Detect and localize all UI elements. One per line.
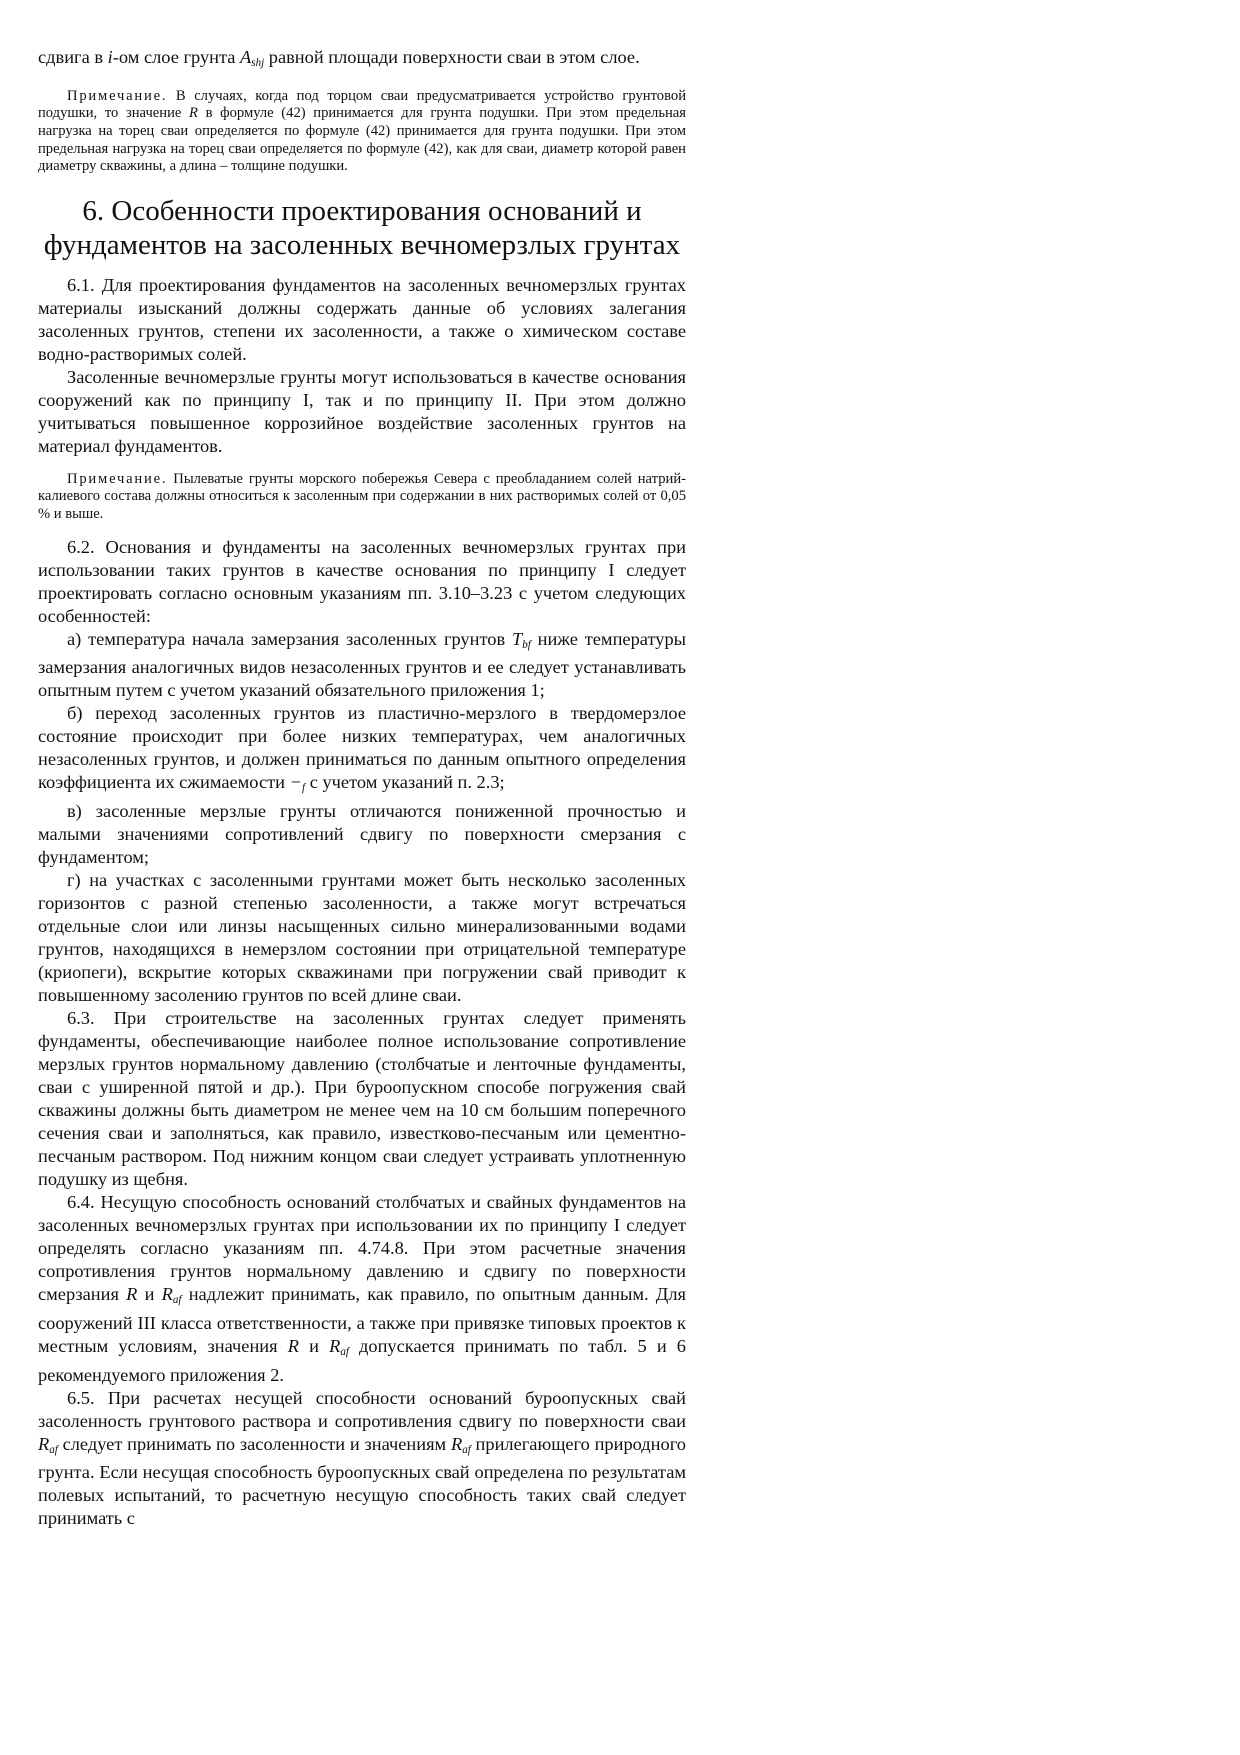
formula-symbol — [451, 1434, 471, 1454]
formula-symbol: R — [189, 105, 198, 122]
symbol: − — [289, 772, 303, 793]
note-text: Пылеватые грунты морского побережья Севера с преобладанием солей натрий-калиевого состава должны относиться к засоленным при содержании в них растворимых солей от 0,05 % и выше. — [38, 470, 686, 522]
note-text: В случаях, когда под торцом сваи предусматривается устройство грунтовой подушки, то значение — [38, 87, 686, 122]
formula-symbol — [512, 629, 531, 649]
symbol-T: T — [511, 628, 523, 649]
paragraph-6-3: 6.3. При строительстве на засоленных грунтах следует применять фундаменты, обеспечивающие наиболее полное использование сопротивление мерзлых грунтов нормальному давлению (столбчатые и ленточные фундаменты, сваи с уширенной пятой и др.). При буроопускном способе погружения свай скважины должны быть диаметром не менее чем на 10 см большим поперечного сечения сваи и заполняться, как правило, известково-песчаным или цементно-песчаным раствором. Под нижним концом сваи следует устраивать уплотненную подушку из щебня. — [38, 1008, 686, 1189]
paragraph-6-4 — [38, 1191, 686, 1387]
list-item-v: в) засоленные мерзлые грунты отличаются пониженной прочностью и малыми значениями сопротивлений сдвигу по поверхности смерзания с фундаментом; — [38, 801, 686, 867]
formula-symbol: R — [126, 1284, 138, 1304]
text: допускается принимать по табл. 5 и 6 рекомендуемого приложения 2. — [38, 1335, 686, 1385]
text: прилегающего природного грунта. Если несущая способность буроопускных свай определена по результатам полевых испытаний, то расчетную несущую способность таких свай следует принимать с — [38, 1433, 686, 1529]
formula-symbol — [38, 1434, 58, 1454]
subscript: f — [302, 782, 306, 794]
symbol-R: R — [161, 1284, 173, 1304]
subscript: af — [49, 1443, 58, 1456]
text: и — [137, 1284, 162, 1304]
formula-symbol — [162, 1284, 182, 1304]
section-heading: 6. Особенности проектирования оснований и фундаментов на засоленных вечномерзлых грунтах — [43, 194, 681, 261]
symbol-R: R — [38, 1433, 50, 1454]
note-text: в формуле (42) принимается для грунта подушки. При этом предельная нагрузка на торец сваи определяется по формуле (42) принимается для грунта подушки. При этом предельная нагрузка на торец сваи определяется по формуле (42), как для сваи, диаметр которой равен диаметру скважины, а длина – толщине подушки. — [38, 105, 686, 175]
paragraph-6-5 — [38, 1387, 686, 1531]
text: 4.8. При этом расчетные значения сопротивления грунтов нормальному давлению и сдвигу по поверхности смерзания — [38, 1238, 687, 1304]
note-label: Примечание. — [67, 87, 168, 104]
text: равной площади поверхности сваи в этом слое. — [264, 47, 640, 67]
formula-symbol — [240, 47, 264, 67]
list-item-b — [38, 702, 686, 800]
subscript: af — [340, 1345, 349, 1358]
subscript: shj — [251, 56, 265, 69]
subscript: af — [462, 1443, 471, 1456]
italic-symbol: i — [107, 47, 113, 67]
subscript: bf — [522, 638, 531, 651]
symbol-A: A — [240, 47, 252, 67]
subscript: af — [172, 1293, 182, 1306]
note-label: Примечание. — [67, 470, 168, 487]
formula-symbol — [290, 772, 306, 792]
symbol-R: R — [450, 1433, 463, 1454]
text: б) переход засоленных грунтов из пластично-мерзлого в твердомерзлое состояние происходит при более низких температурах, чем аналогичных незасоленных грунтов, и должен приниматься по данным опытного определения коэффициента их сжимаемости — [38, 703, 686, 793]
formula-symbol — [329, 1336, 349, 1356]
text: 6.4. Несущую способность оснований столбчатых и свайных фундаментов на засоленных вечномерзлых грунтах при использовании их по принципу I следует определять согласно указаниям пп. 4.7 — [38, 1192, 686, 1258]
list-item-a — [38, 628, 686, 703]
text: 6.5. При расчетах несущей способности оснований буроопускных свай засоленность грунтового раствора и сопротивления сдвигу по поверхности сваи — [38, 1387, 686, 1431]
paragraph-6-1-continued: Засоленные вечномерзлые грунты могут использоваться в качестве основания сооружений как по принципу I, так и по принципу II. При этом должно учитываться повышенное коррозийное воздействие засоленных грунтов на материал фундаментов. — [38, 366, 686, 456]
paragraph-6-1: 6.1. Для проектирования фундаментов на засоленных вечномерзлых грунтах материалы изысканий должны содержать данные об условиях залегания засоленных грунтов, степени их засоленности, а также о химическом составе водно-растворимых солей. — [38, 274, 686, 364]
text: ниже температуры замерзания аналогичных видов незасоленных грунтов и ее следует устанавливать опытным путем с учетом указаний обязательного приложения 1; — [38, 628, 686, 701]
text: с учетом указаний п. 2.3; — [305, 772, 505, 793]
text: и — [298, 1335, 330, 1356]
symbol-R: R — [329, 1335, 341, 1356]
text: сдвига в — [38, 47, 108, 67]
note-2 — [38, 471, 686, 524]
note-1 — [38, 88, 686, 176]
text: следует принимать по засоленности и значениям — [57, 1433, 451, 1454]
document-page — [38, 46, 686, 1530]
list-item-g: г) на участках с засоленными грунтами может быть несколько засоленных горизонтов с разной степенью засоленности, а также могут встречаться отдельные слои или линзы насыщенных сильно минерализованными водами грунтов, находящихся в немерзлом состоянии при отрицательной температуре (криопеги), вскрытие которых скважинами при погружении свай приводит к повышенному засолению грунтов по всей длине сваи. — [38, 870, 686, 1005]
paragraph-continuation — [38, 46, 686, 75]
formula-symbol: R — [287, 1335, 299, 1356]
text: а) температура начала замерзания засоленных грунтов — [67, 628, 512, 649]
paragraph-6-2: 6.2. Основания и фундаменты на засоленных вечномерзлых грунтах при использовании таких грунтов в качестве основания по принципу I следует проектировать согласно основным указаниям пп. 3.10–3.23 с учетом следующих особенностей: — [38, 536, 686, 626]
text: надлежит принимать, как правило, по опытным данным. Для сооружений III класса ответственности, а также при привязке типовых проектов к местным условиям, значения — [38, 1284, 686, 1356]
text: -ом слое грунта — [112, 47, 241, 67]
